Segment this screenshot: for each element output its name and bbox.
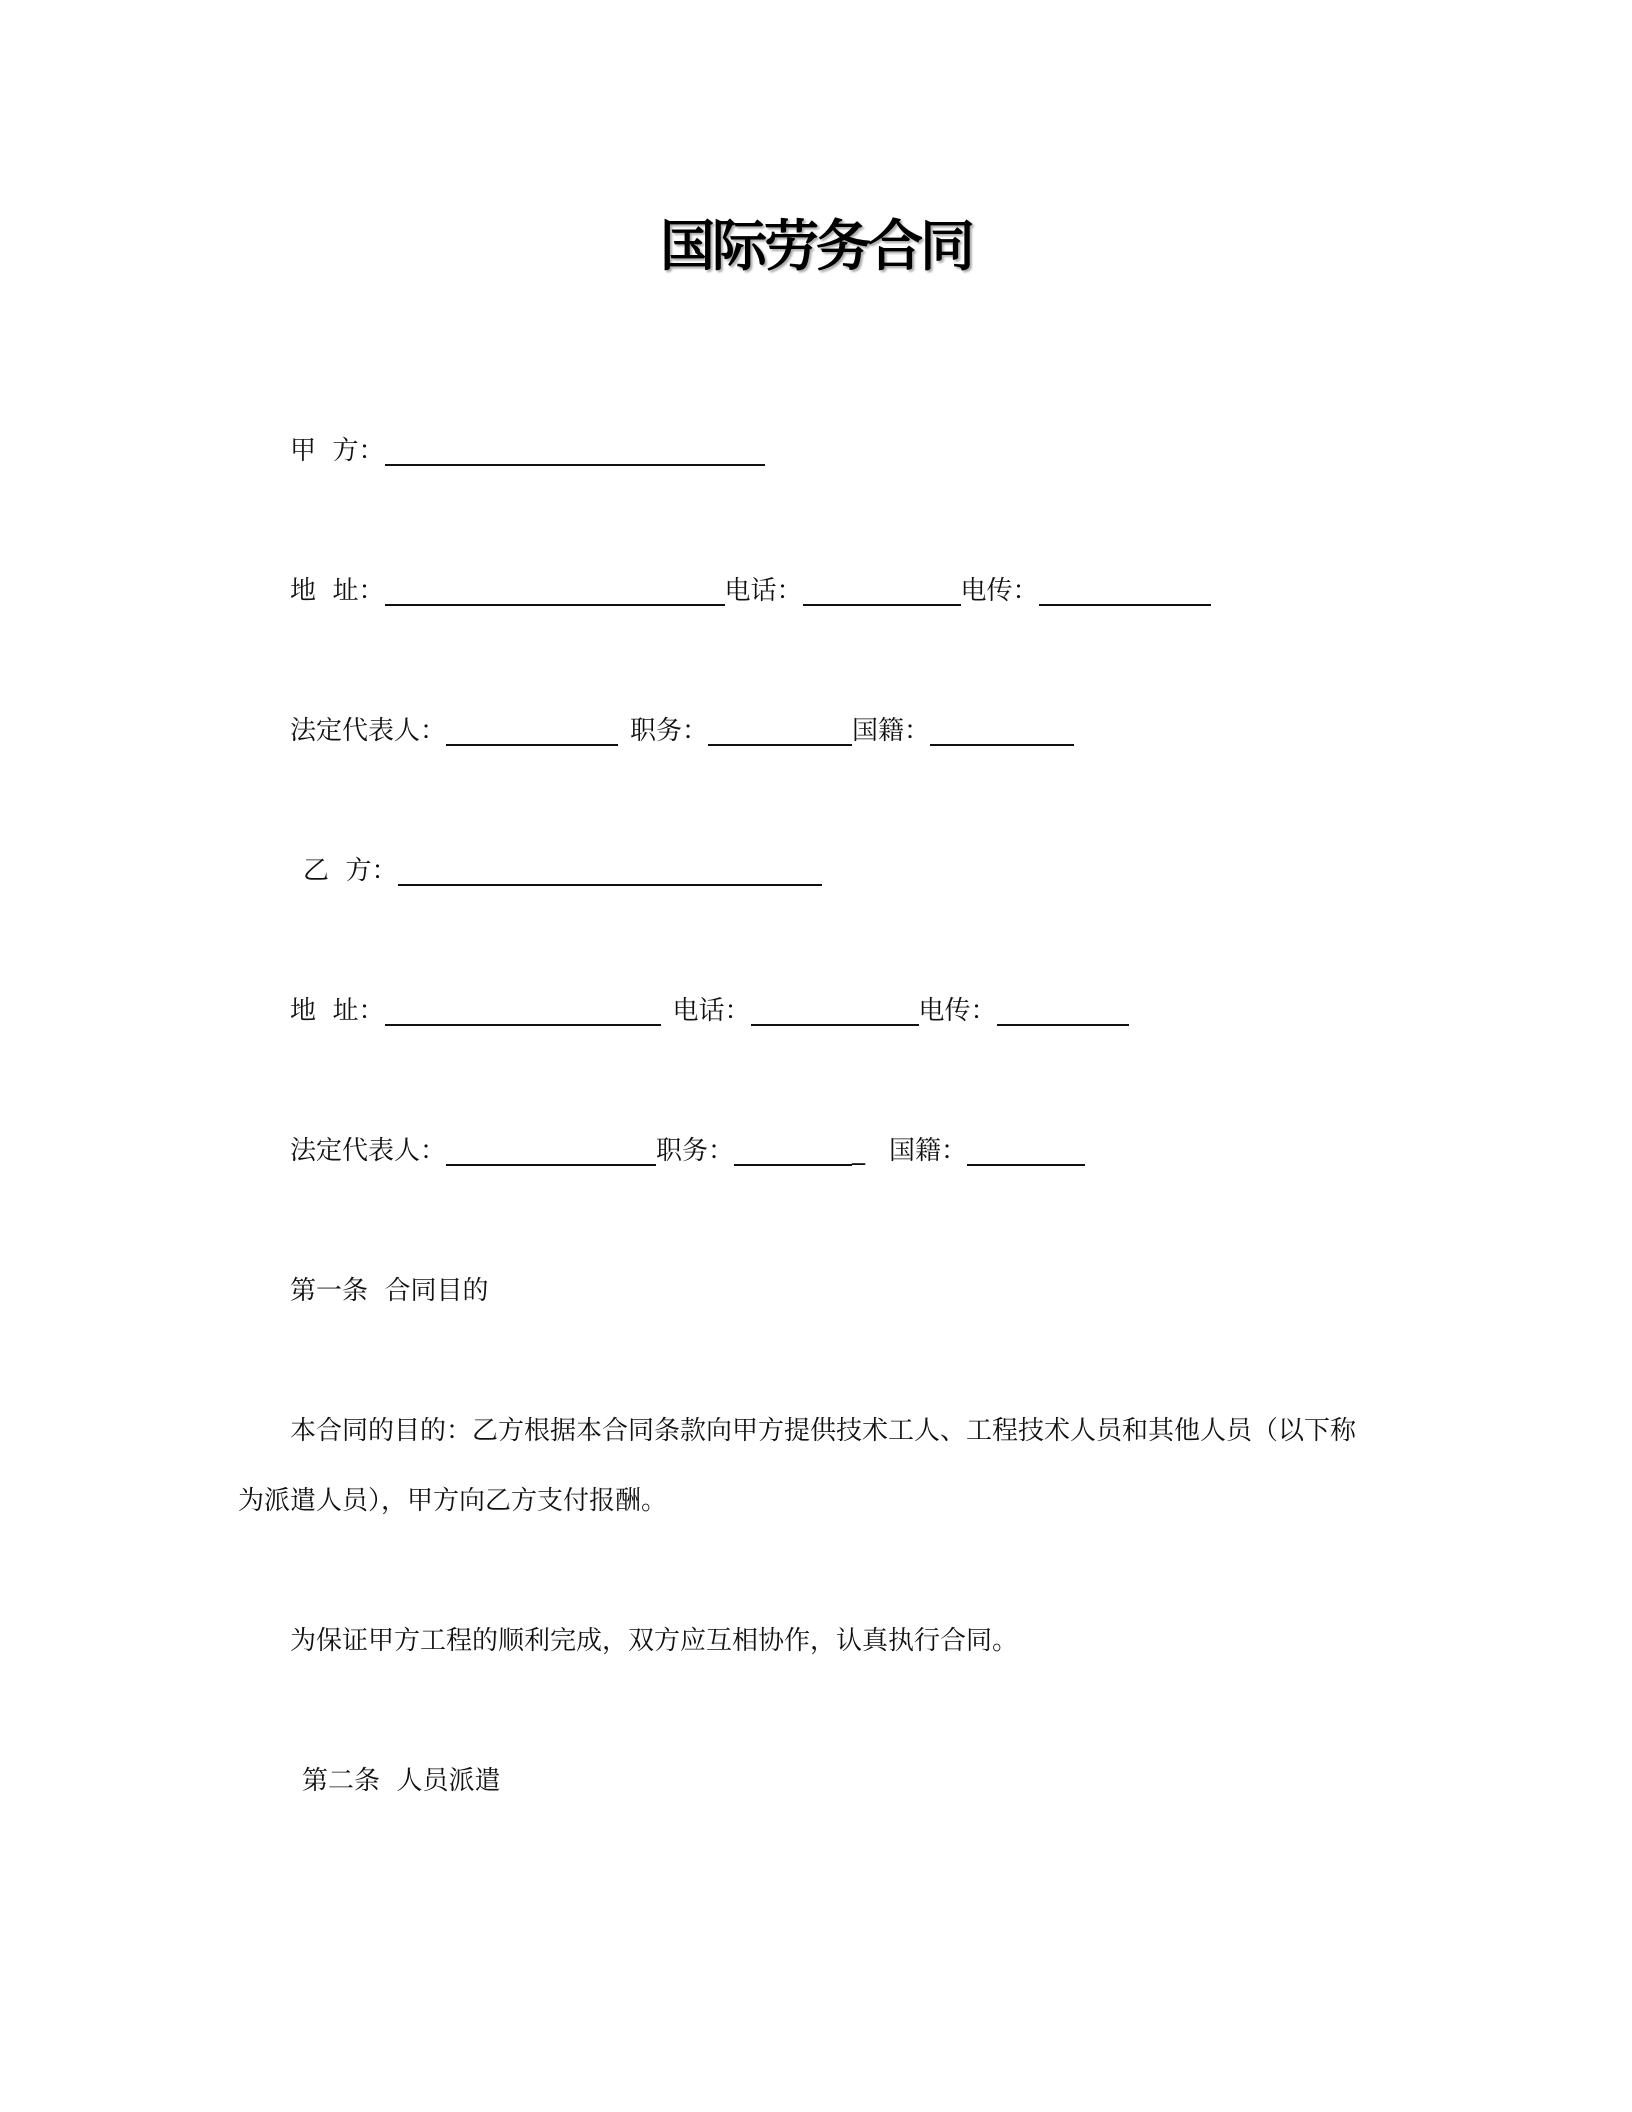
party-a-phone-field[interactable] xyxy=(803,574,961,606)
party-a-address-field[interactable] xyxy=(385,574,725,606)
article-1-para-1-line-1: 本合同的目的：乙方根据本合同条款向甲方提供技术工人、工程技术人员和其他人员（以下称 xyxy=(290,1416,1357,1446)
party-b-contact-line xyxy=(290,988,1129,1028)
document-title: 国际劳务合同 xyxy=(659,214,972,278)
party-a-contact-line xyxy=(290,568,1211,608)
party-a-rep-field[interactable] xyxy=(446,714,618,746)
party-b-rep-label: 法定代表人： xyxy=(290,1136,447,1166)
party-a-position-field[interactable] xyxy=(708,714,852,746)
party-b-address-label: 地 址： xyxy=(290,996,385,1026)
party-a-fax-label: 电传： xyxy=(960,576,1039,606)
party-a-address-label: 地 址： xyxy=(290,576,385,606)
party-a-label: 甲 方： xyxy=(290,436,385,466)
party-b-position-suffix: _ xyxy=(852,1136,866,1166)
party-b-nationality-label: 国籍： xyxy=(889,1136,968,1166)
party-b-nationality-field[interactable] xyxy=(967,1134,1085,1166)
party-a-name-field[interactable] xyxy=(385,434,765,466)
party-a-rep-label: 法定代表人： xyxy=(290,716,447,746)
party-b-fax-label: 电传： xyxy=(918,996,997,1026)
party-a-nationality-label: 国籍： xyxy=(852,716,931,746)
party-b-rep-field[interactable] xyxy=(446,1134,656,1166)
party-b-phone-label: 电话： xyxy=(672,996,751,1026)
article-1-para-1-line-2: 为派遣人员），甲方向乙方支付报酬。 xyxy=(238,1486,668,1516)
party-a-fax-field[interactable] xyxy=(1039,574,1211,606)
party-b-fax-field[interactable] xyxy=(997,994,1129,1026)
article-1-para-2: 为保证甲方工程的顺利完成，双方应互相协作，认真执行合同。 xyxy=(290,1626,1019,1656)
party-b-line xyxy=(303,848,822,888)
party-a-nationality-field[interactable] xyxy=(930,714,1074,746)
party-a-rep-line xyxy=(290,708,1074,748)
party-b-rep-line xyxy=(290,1128,1085,1168)
party-b-label: 乙 方： xyxy=(303,856,398,886)
party-b-position-label: 职务： xyxy=(656,1136,735,1166)
party-b-position-field[interactable] xyxy=(734,1134,852,1166)
article-2-heading: 第二条 人员派遣 xyxy=(302,1766,501,1796)
party-b-address-field[interactable] xyxy=(385,994,661,1026)
article-1-heading: 第一条 合同目的 xyxy=(290,1276,489,1306)
party-a-line xyxy=(290,428,765,468)
party-a-position-label: 职务： xyxy=(630,716,709,746)
party-b-phone-field[interactable] xyxy=(751,994,919,1026)
party-b-name-field[interactable] xyxy=(398,854,822,886)
party-a-phone-label: 电话： xyxy=(724,576,803,606)
